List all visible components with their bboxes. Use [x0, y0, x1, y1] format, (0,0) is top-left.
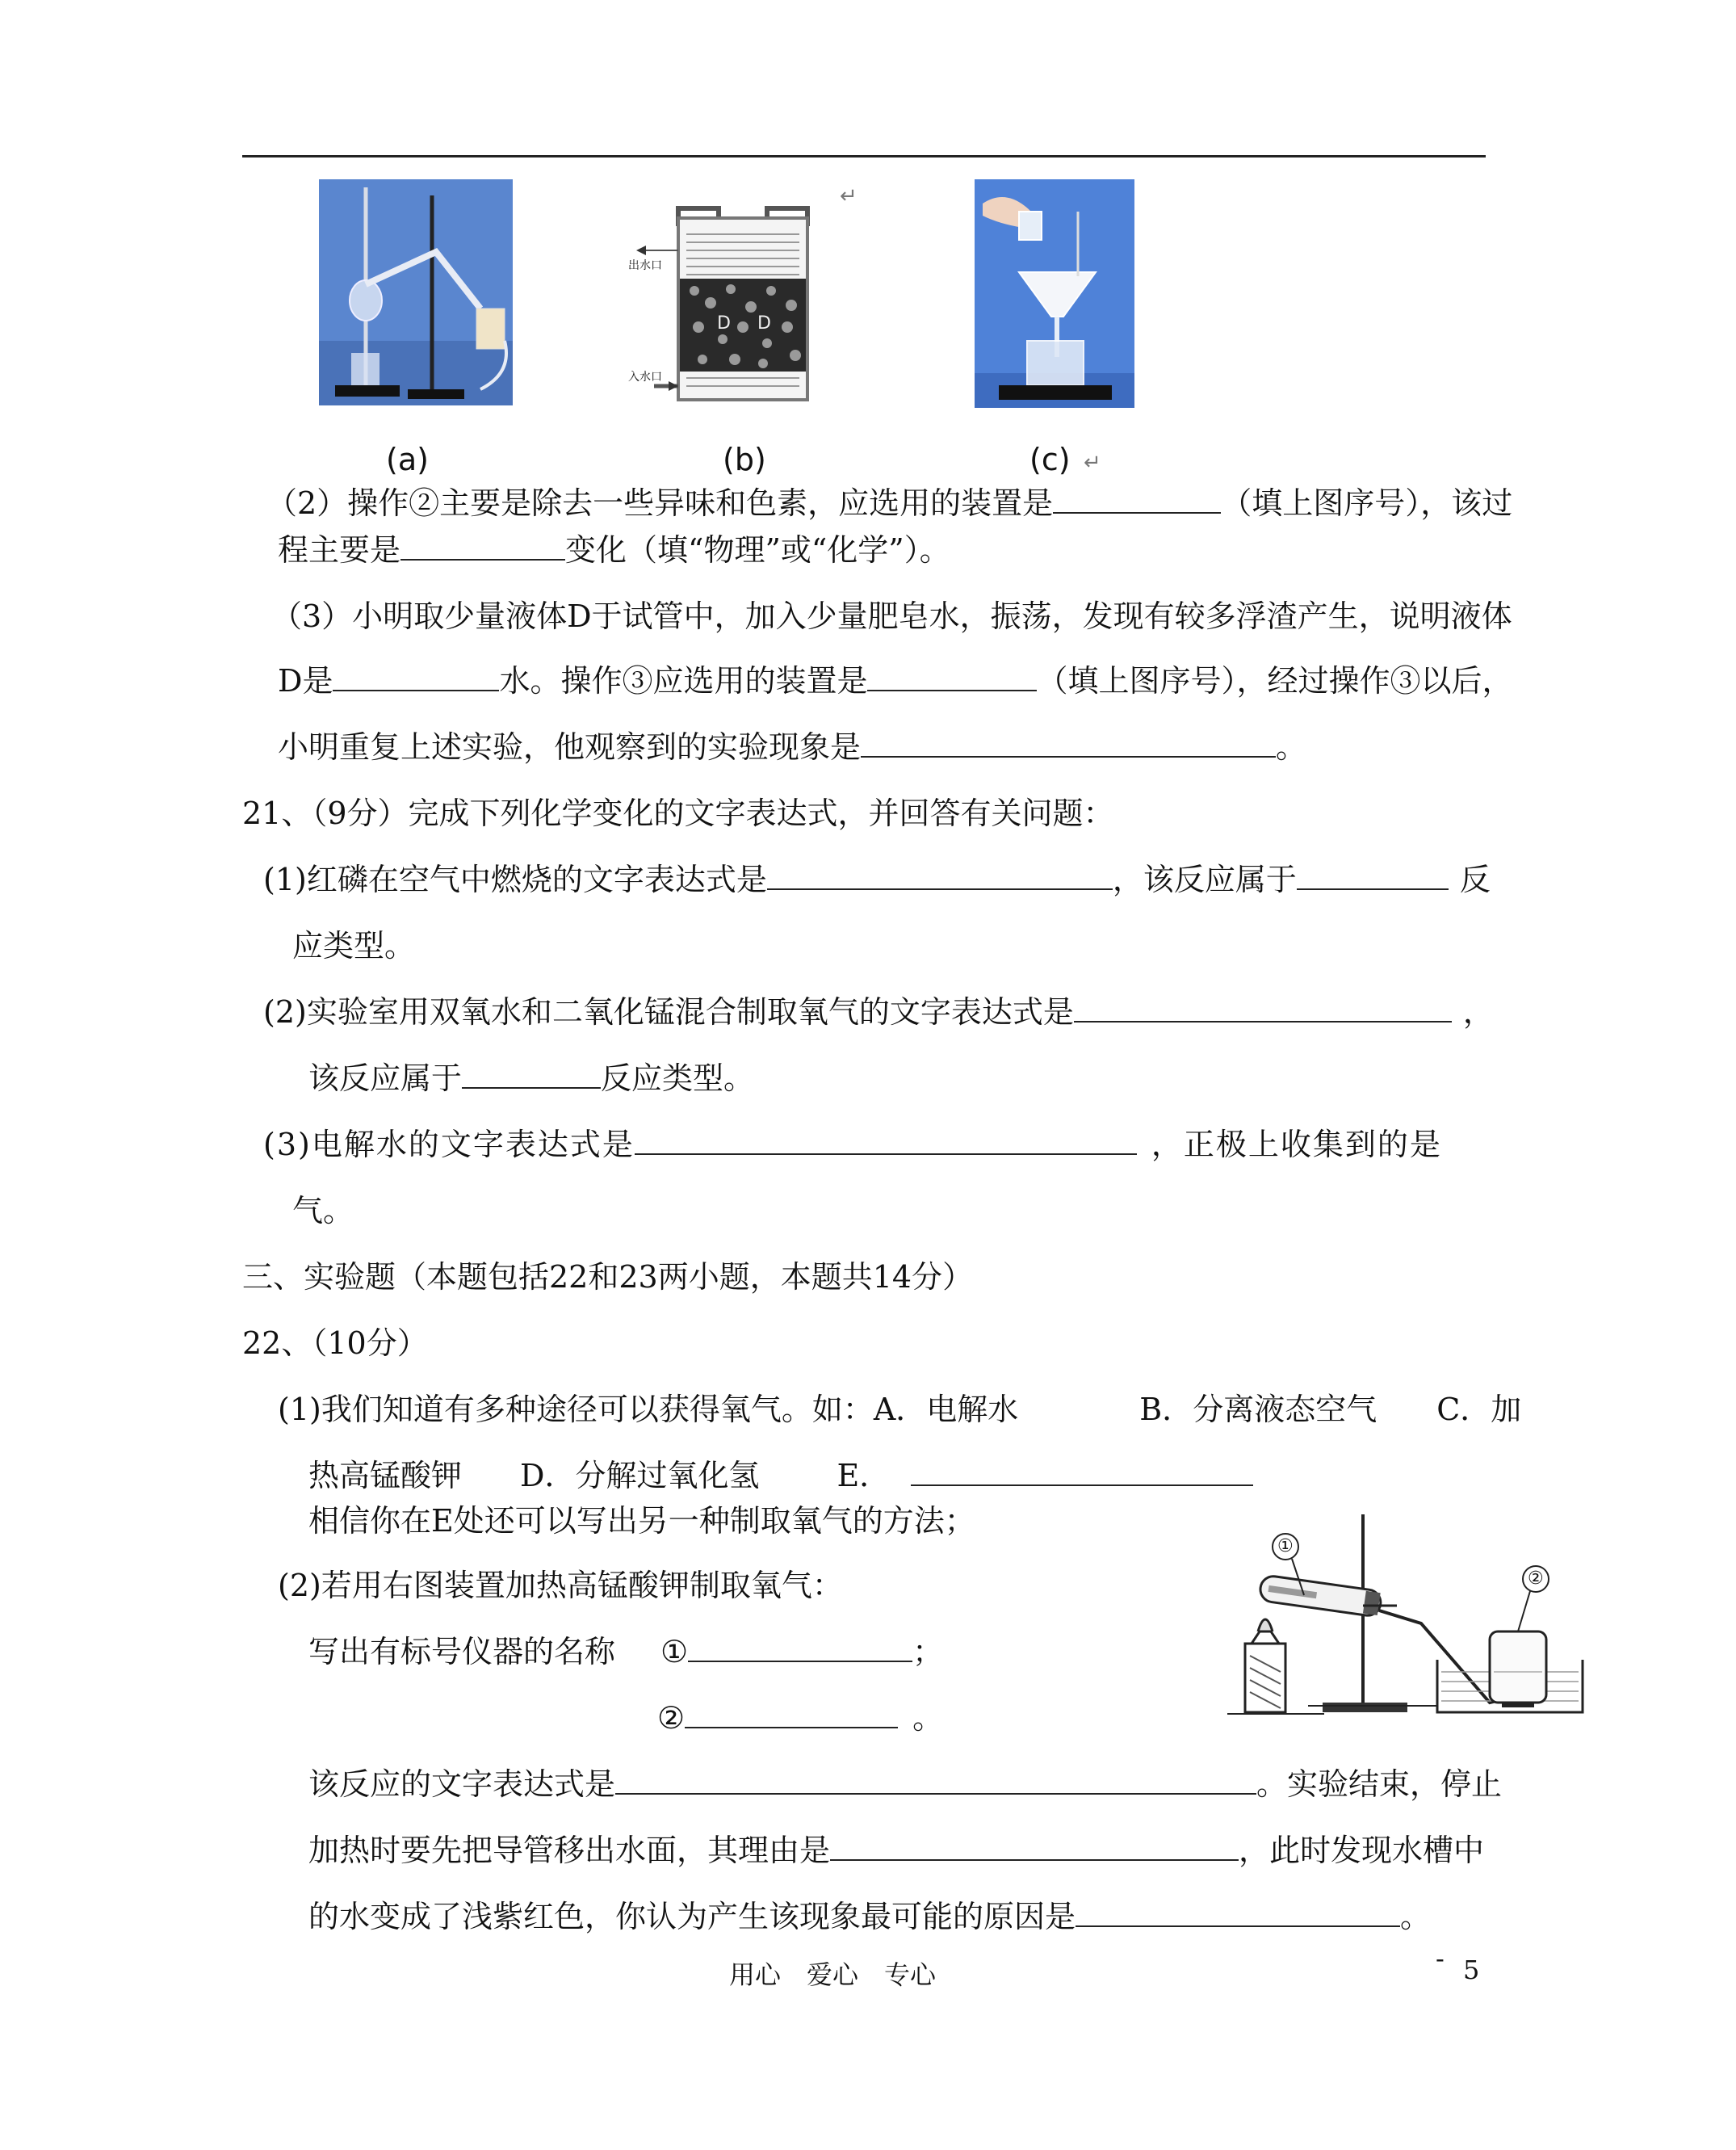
answer-blank[interactable] [688, 1631, 912, 1662]
q22-sub1-line1: (1)我们知道有多种途径可以获得氧气。如：A．电解水 B．分离液态空气 C．加 [278, 1392, 1522, 1427]
q22-sub1-line3: 相信你在E处还可以写出另一种制取氧气的方法； [308, 1503, 975, 1539]
q22-title: 22、（10分） [242, 1325, 428, 1361]
answer-blank[interactable] [1053, 483, 1221, 514]
footer-dash: - [1436, 1943, 1445, 1974]
q20-part2-line1: （2）操作②主要是除去一些异味和色素，应选用的装置是 （填上图序号），该过 [266, 483, 1512, 523]
q21-sub1-line1: (1)红磷在空气中燃烧的文字表达式是 ，该反应属于 反 [263, 859, 1491, 900]
q20-part3-line1: （3）小明取少量液体D于试管中，加入少量肥皂水，振荡，发现有较多浮渣产生，说明液体 [271, 598, 1512, 634]
apparatus-label-1: ① [1277, 1536, 1294, 1556]
figure-c-caption: (c) [1029, 442, 1071, 477]
q21-sub2-line1: (2)实验室用双氧水和二氧化锰混合制取氧气的文字表达式是 ， [263, 992, 1494, 1032]
q20-part2-line2: 程主要是 变化（填“物理”或“化学”）。 [278, 530, 950, 570]
answer-blank[interactable] [867, 661, 1037, 691]
answer-blank[interactable] [333, 661, 499, 691]
q21-sub3-line1: (3)电解水的文字表达式是 ，正极上收集到的是 [263, 1124, 1442, 1165]
answer-blank[interactable] [615, 1764, 1256, 1795]
answer-blank[interactable] [400, 530, 565, 561]
answer-blank[interactable] [861, 727, 1276, 758]
q22-sub2-title: (2)若用右图装置加热高锰酸钾制取氧气： [278, 1568, 843, 1603]
figure-b-caption: (b) [723, 442, 766, 477]
page-number: 5 [1463, 1955, 1480, 1985]
q22-sub2-reason-line: 加热时要先把导管移出水面，其理由是 ，此时发现水槽中 [308, 1830, 1484, 1871]
figure-a-caption: (a) [386, 442, 429, 477]
answer-blank[interactable] [1297, 859, 1449, 890]
figure-b-outlet-label: 出水口 [628, 259, 662, 272]
answer-blank[interactable] [830, 1830, 1239, 1861]
figure-c-filtration-photo [975, 179, 1134, 408]
answer-blank[interactable] [911, 1455, 1253, 1486]
return-mark-c: ↵ [1084, 451, 1101, 475]
figure-a-distillation-photo [319, 179, 513, 405]
section3-title: 三、实验题（本题包括22和23两小题，本题共14分） [242, 1259, 974, 1295]
answer-blank[interactable] [1076, 1896, 1400, 1927]
q22-sub1-line2: 热高锰酸钾 D．分解过氧化氢 E． [308, 1455, 1253, 1496]
q21-title: 21、（9分）完成下列化学变化的文字表达式，并回答有关问题： [242, 796, 1114, 831]
answer-blank[interactable] [767, 859, 1113, 890]
figure-b-label-left: D [717, 313, 731, 334]
answer-blank[interactable] [635, 1124, 1137, 1155]
q21-sub2-line2: 该反应属于 反应类型。 [308, 1058, 754, 1098]
figure-b-label-right: D [757, 313, 771, 334]
q20-part3-line3: 小明重复上述实验，他观察到的实验现象是 。 [278, 727, 1306, 767]
q22-sub2-cause-line: 的水变成了浅紫红色，你认为产生该现象最可能的原因是 。 [308, 1896, 1431, 1937]
header-rule [242, 155, 1486, 157]
q21-sub1-line2: 应类型。 [292, 928, 416, 964]
q22-sub2-names-line2: ② 。 [657, 1698, 943, 1738]
q22-oxygen-apparatus-diagram [1227, 1510, 1591, 1724]
answer-blank[interactable] [685, 1698, 898, 1728]
figure-b-filter-diagram [622, 194, 848, 412]
figure-b-inlet-label: 入水口 [628, 371, 662, 384]
answer-blank[interactable] [1074, 992, 1452, 1023]
q22-sub2-equation-line: 该反应的文字表达式是 。实验结束，停止 [308, 1764, 1502, 1804]
apparatus-label-2: ② [1528, 1568, 1544, 1589]
return-mark-b: ↵ [840, 184, 858, 208]
q22-sub2-names-line1: 写出有标号仪器的名称 ① ； [308, 1631, 943, 1672]
answer-blank[interactable] [462, 1058, 601, 1089]
q20-part3-line2: D是 水。操作③应选用的装置是 （填上图序号），经过操作③以后， [278, 661, 1513, 701]
footer-slogan: 用心 爱心 专心 [729, 1959, 937, 1990]
q21-sub3-line2: 气。 [292, 1193, 354, 1228]
